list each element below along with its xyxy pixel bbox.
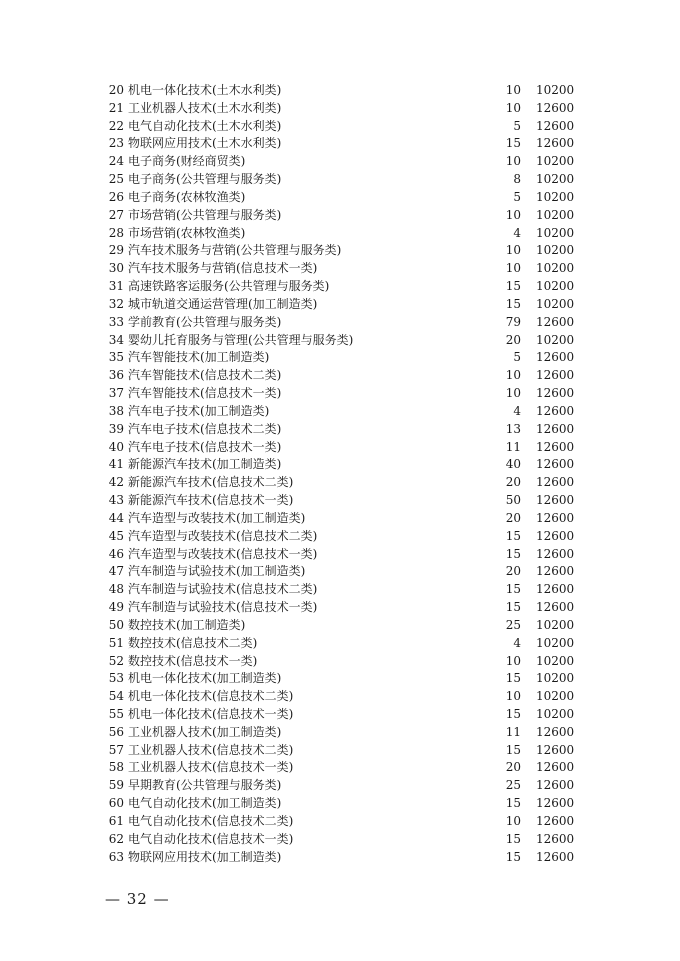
- enrollment-count: 10: [505, 261, 521, 276]
- row-number: 38: [108, 403, 124, 418]
- table-row: [0, 742, 680, 760]
- row-number: 37: [108, 386, 124, 401]
- table-row: [0, 759, 680, 777]
- row-number: 60: [108, 796, 124, 811]
- enrollment-count: 5: [513, 189, 521, 204]
- row-number: 53: [108, 671, 124, 686]
- enrollment-count: 15: [505, 849, 521, 864]
- enrollment-count: 11: [505, 724, 521, 739]
- tuition-fee: 12600: [536, 439, 575, 454]
- tuition-fee: 10200: [536, 689, 575, 704]
- tuition-fee: 10200: [536, 154, 575, 169]
- enrollment-count: 5: [513, 118, 521, 133]
- tuition-fee: 12600: [536, 510, 575, 525]
- row-number: 44: [108, 510, 124, 525]
- table-row: [0, 528, 680, 546]
- row-number: 35: [108, 350, 124, 365]
- table-row: [0, 492, 680, 510]
- row-number: 43: [108, 493, 124, 508]
- table-row: [0, 510, 680, 528]
- major-name: 汽车智能技术(信息技术二类): [128, 368, 282, 383]
- major-name: 机电一体化技术(信息技术二类): [128, 689, 294, 704]
- tuition-fee: 12600: [536, 778, 575, 793]
- tuition-fee: 10200: [536, 243, 575, 258]
- table-row: [0, 795, 680, 813]
- tuition-fee: 12600: [536, 136, 575, 151]
- table-row: [0, 385, 680, 403]
- row-number: 34: [108, 332, 124, 347]
- table-row: [0, 599, 680, 617]
- major-name: 汽车造型与改装技术(加工制造类): [128, 510, 306, 525]
- row-number: 61: [108, 813, 124, 828]
- row-number: 62: [108, 831, 124, 846]
- enrollment-count: 10: [505, 813, 521, 828]
- tuition-fee: 12600: [536, 564, 575, 579]
- row-number: 39: [108, 421, 124, 436]
- row-number: 25: [108, 172, 124, 187]
- major-name: 电气自动化技术(加工制造类): [128, 796, 282, 811]
- table-row: [0, 724, 680, 742]
- table-row: [0, 242, 680, 260]
- row-number: 24: [108, 154, 124, 169]
- major-name: 汽车电子技术(信息技术一类): [128, 439, 282, 454]
- enrollment-count: 15: [505, 582, 521, 597]
- tuition-fee: 12600: [536, 493, 575, 508]
- enrollment-count: 20: [505, 475, 521, 490]
- major-name: 物联网应用技术(加工制造类): [128, 849, 282, 864]
- row-number: 50: [108, 617, 124, 632]
- table-row: [0, 260, 680, 278]
- major-name: 数控技术(信息技术一类): [128, 653, 258, 668]
- row-number: 59: [108, 778, 124, 793]
- enrollment-count: 20: [505, 332, 521, 347]
- enrollment-table: [0, 82, 680, 866]
- table-row: [0, 813, 680, 831]
- tuition-fee: 12600: [536, 546, 575, 561]
- tuition-fee: 12600: [536, 457, 575, 472]
- major-name: 新能源汽车技术(加工制造类): [128, 457, 282, 472]
- major-name: 机电一体化技术(加工制造类): [128, 671, 282, 686]
- row-number: 27: [108, 207, 124, 222]
- table-row: [0, 617, 680, 635]
- tuition-fee: 12600: [536, 118, 575, 133]
- table-row: [0, 118, 680, 136]
- enrollment-count: 25: [505, 778, 521, 793]
- major-name: 汽车智能技术(加工制造类): [128, 350, 270, 365]
- table-row: [0, 546, 680, 564]
- row-number: 47: [108, 564, 124, 579]
- tuition-fee: 10200: [536, 225, 575, 240]
- major-name: 新能源汽车技术(信息技术二类): [128, 475, 294, 490]
- tuition-fee: 12600: [536, 849, 575, 864]
- row-number: 28: [108, 225, 124, 240]
- row-number: 32: [108, 296, 124, 311]
- enrollment-count: 10: [505, 689, 521, 704]
- tuition-fee: 12600: [536, 813, 575, 828]
- enrollment-count: 13: [505, 421, 521, 436]
- major-name: 数控技术(加工制造类): [128, 617, 246, 632]
- tuition-fee: 10200: [536, 172, 575, 187]
- table-row: [0, 403, 680, 421]
- table-row: [0, 563, 680, 581]
- tuition-fee: 10200: [536, 671, 575, 686]
- tuition-fee: 12600: [536, 600, 575, 615]
- major-name: 汽车电子技术(信息技术二类): [128, 421, 282, 436]
- tuition-fee: 10200: [536, 83, 575, 97]
- tuition-fee: 12600: [536, 796, 575, 811]
- enrollment-count: 15: [505, 136, 521, 151]
- enrollment-count: 15: [505, 546, 521, 561]
- table-row: [0, 296, 680, 314]
- tuition-fee: 12600: [536, 421, 575, 436]
- enrollment-count: 10: [505, 207, 521, 222]
- enrollment-count: 15: [505, 671, 521, 686]
- major-name: 电子商务(财经商贸类): [128, 154, 246, 169]
- major-name: 电气自动化技术(信息技术二类): [128, 813, 294, 828]
- enrollment-count: 10: [505, 100, 521, 115]
- major-name: 汽车制造与试验技术(信息技术一类): [128, 600, 318, 615]
- table-row: [0, 189, 680, 207]
- enrollment-count: 15: [505, 831, 521, 846]
- major-name: 市场营销(公共管理与服务类): [128, 207, 282, 222]
- major-name: 高速铁路客运服务(公共管理与服务类): [128, 279, 330, 294]
- enrollment-count: 40: [505, 457, 521, 472]
- tuition-fee: 10200: [536, 617, 575, 632]
- enrollment-count: 10: [505, 154, 521, 169]
- table-row: [0, 849, 680, 867]
- tuition-fee: 10200: [536, 296, 575, 311]
- major-name: 机电一体化技术(信息技术一类): [128, 706, 294, 721]
- row-number: 26: [108, 189, 124, 204]
- row-number: 63: [108, 849, 124, 864]
- enrollment-count: 11: [505, 439, 521, 454]
- row-number: 48: [108, 582, 124, 597]
- table-row: [0, 314, 680, 332]
- table-row: [0, 635, 680, 653]
- tuition-fee: 12600: [536, 350, 575, 365]
- row-number: 51: [108, 635, 124, 650]
- row-number: 54: [108, 689, 124, 704]
- row-number: 52: [108, 653, 124, 668]
- row-number: 20: [108, 83, 124, 97]
- row-number: 46: [108, 546, 124, 561]
- table-row: [0, 153, 680, 171]
- major-name: 汽车造型与改装技术(信息技术一类): [128, 546, 318, 561]
- enrollment-count: 50: [505, 493, 521, 508]
- table-row: [0, 456, 680, 474]
- tuition-fee: 10200: [536, 332, 575, 347]
- major-name: 汽车技术服务与营销(公共管理与服务类): [128, 243, 342, 258]
- major-name: 工业机器人技术(土木水利类): [128, 100, 282, 115]
- table-row: [0, 653, 680, 671]
- row-number: 29: [108, 243, 124, 258]
- table-row: [0, 278, 680, 296]
- tuition-fee: 10200: [536, 279, 575, 294]
- table-row: [0, 207, 680, 225]
- tuition-fee: 12600: [536, 528, 575, 543]
- tuition-fee: 10200: [536, 207, 575, 222]
- enrollment-count: 8: [513, 172, 521, 187]
- row-number: 45: [108, 528, 124, 543]
- major-name: 物联网应用技术(土木水利类): [128, 136, 282, 151]
- enrollment-count: 20: [505, 760, 521, 775]
- enrollment-count: 20: [505, 510, 521, 525]
- row-number: 21: [108, 100, 124, 115]
- tuition-fee: 12600: [536, 368, 575, 383]
- major-name: 工业机器人技术(信息技术一类): [128, 760, 294, 775]
- major-name: 汽车制造与试验技术(加工制造类): [128, 564, 306, 579]
- enrollment-count: 20: [505, 564, 521, 579]
- enrollment-count: 10: [505, 243, 521, 258]
- tuition-fee: 10200: [536, 635, 575, 650]
- major-name: 汽车制造与试验技术(信息技术二类): [128, 582, 318, 597]
- page-number: — 32 —: [105, 890, 170, 908]
- row-number: 55: [108, 706, 124, 721]
- row-number: 33: [108, 314, 124, 329]
- row-number: 49: [108, 600, 124, 615]
- table-row: [0, 439, 680, 457]
- table-row: [0, 688, 680, 706]
- row-number: 22: [108, 118, 124, 133]
- tuition-fee: 12600: [536, 314, 575, 329]
- tuition-fee: 12600: [536, 403, 575, 418]
- major-name: 汽车技术服务与营销(信息技术一类): [128, 261, 318, 276]
- table-row: [0, 831, 680, 849]
- table-row: [0, 474, 680, 492]
- tuition-fee: 10200: [536, 706, 575, 721]
- major-name: 数控技术(信息技术二类): [128, 635, 258, 650]
- table-row: [0, 135, 680, 153]
- major-name: 学前教育(公共管理与服务类): [128, 314, 282, 329]
- enrollment-count: 10: [505, 386, 521, 401]
- tuition-fee: 10200: [536, 261, 575, 276]
- enrollment-count: 15: [505, 600, 521, 615]
- tuition-fee: 12600: [536, 724, 575, 739]
- tuition-fee: 12600: [536, 100, 575, 115]
- row-number: 36: [108, 368, 124, 383]
- table-row: [0, 332, 680, 350]
- enrollment-count: 15: [505, 796, 521, 811]
- enrollment-count: 10: [505, 368, 521, 383]
- major-name: 早期教育(公共管理与服务类): [128, 778, 282, 793]
- major-name: 电气自动化技术(信息技术一类): [128, 831, 294, 846]
- major-name: 电子商务(农林牧渔类): [128, 189, 246, 204]
- tuition-fee: 12600: [536, 475, 575, 490]
- tuition-fee: 12600: [536, 386, 575, 401]
- enrollment-count: 15: [505, 528, 521, 543]
- table-row: [0, 349, 680, 367]
- major-name: 城市轨道交通运营管理(加工制造类): [128, 296, 318, 311]
- enrollment-count: 79: [505, 314, 521, 329]
- tuition-fee: 10200: [536, 653, 575, 668]
- enrollment-count: 10: [505, 83, 521, 97]
- enrollment-count: 4: [513, 225, 521, 240]
- table-row: [0, 171, 680, 189]
- tuition-fee: 12600: [536, 760, 575, 775]
- enrollment-count: 15: [505, 296, 521, 311]
- tuition-fee: 10200: [536, 189, 575, 204]
- enrollment-count: 15: [505, 742, 521, 757]
- table-row: [0, 581, 680, 599]
- table-row: [0, 100, 680, 118]
- major-name: 工业机器人技术(加工制造类): [128, 724, 282, 739]
- table-row: [0, 421, 680, 439]
- table-row: [0, 225, 680, 243]
- enrollment-count: 25: [505, 617, 521, 632]
- major-name: 电子商务(公共管理与服务类): [128, 172, 282, 187]
- major-name: 汽车电子技术(加工制造类): [128, 403, 270, 418]
- table-row: [0, 82, 680, 100]
- row-number: 23: [108, 136, 124, 151]
- major-name: 电气自动化技术(土木水利类): [128, 118, 282, 133]
- major-name: 汽车造型与改装技术(信息技术二类): [128, 528, 318, 543]
- row-number: 58: [108, 760, 124, 775]
- row-number: 31: [108, 279, 124, 294]
- enrollment-count: 5: [513, 350, 521, 365]
- major-name: 工业机器人技术(信息技术二类): [128, 742, 294, 757]
- table-row: [0, 777, 680, 795]
- major-name: 汽车智能技术(信息技术一类): [128, 386, 282, 401]
- major-name: 机电一体化技术(土木水利类): [128, 83, 282, 97]
- row-number: 57: [108, 742, 124, 757]
- table-row: [0, 367, 680, 385]
- tuition-fee: 12600: [536, 831, 575, 846]
- row-number: 56: [108, 724, 124, 739]
- tuition-fee: 12600: [536, 582, 575, 597]
- tuition-fee: 12600: [536, 742, 575, 757]
- enrollment-count: 10: [505, 653, 521, 668]
- row-number: 40: [108, 439, 124, 454]
- enrollment-count: 15: [505, 706, 521, 721]
- enrollment-count: 4: [513, 403, 521, 418]
- major-name: 婴幼儿托育服务与管理(公共管理与服务类): [128, 332, 354, 347]
- table-row: [0, 706, 680, 724]
- major-name: 市场营销(农林牧渔类): [128, 225, 246, 240]
- table-row: [0, 670, 680, 688]
- enrollment-count: 4: [513, 635, 521, 650]
- row-number: 41: [108, 457, 124, 472]
- row-number: 30: [108, 261, 124, 276]
- row-number: 42: [108, 475, 124, 490]
- enrollment-count: 15: [505, 279, 521, 294]
- major-name: 新能源汽车技术(信息技术一类): [128, 493, 294, 508]
